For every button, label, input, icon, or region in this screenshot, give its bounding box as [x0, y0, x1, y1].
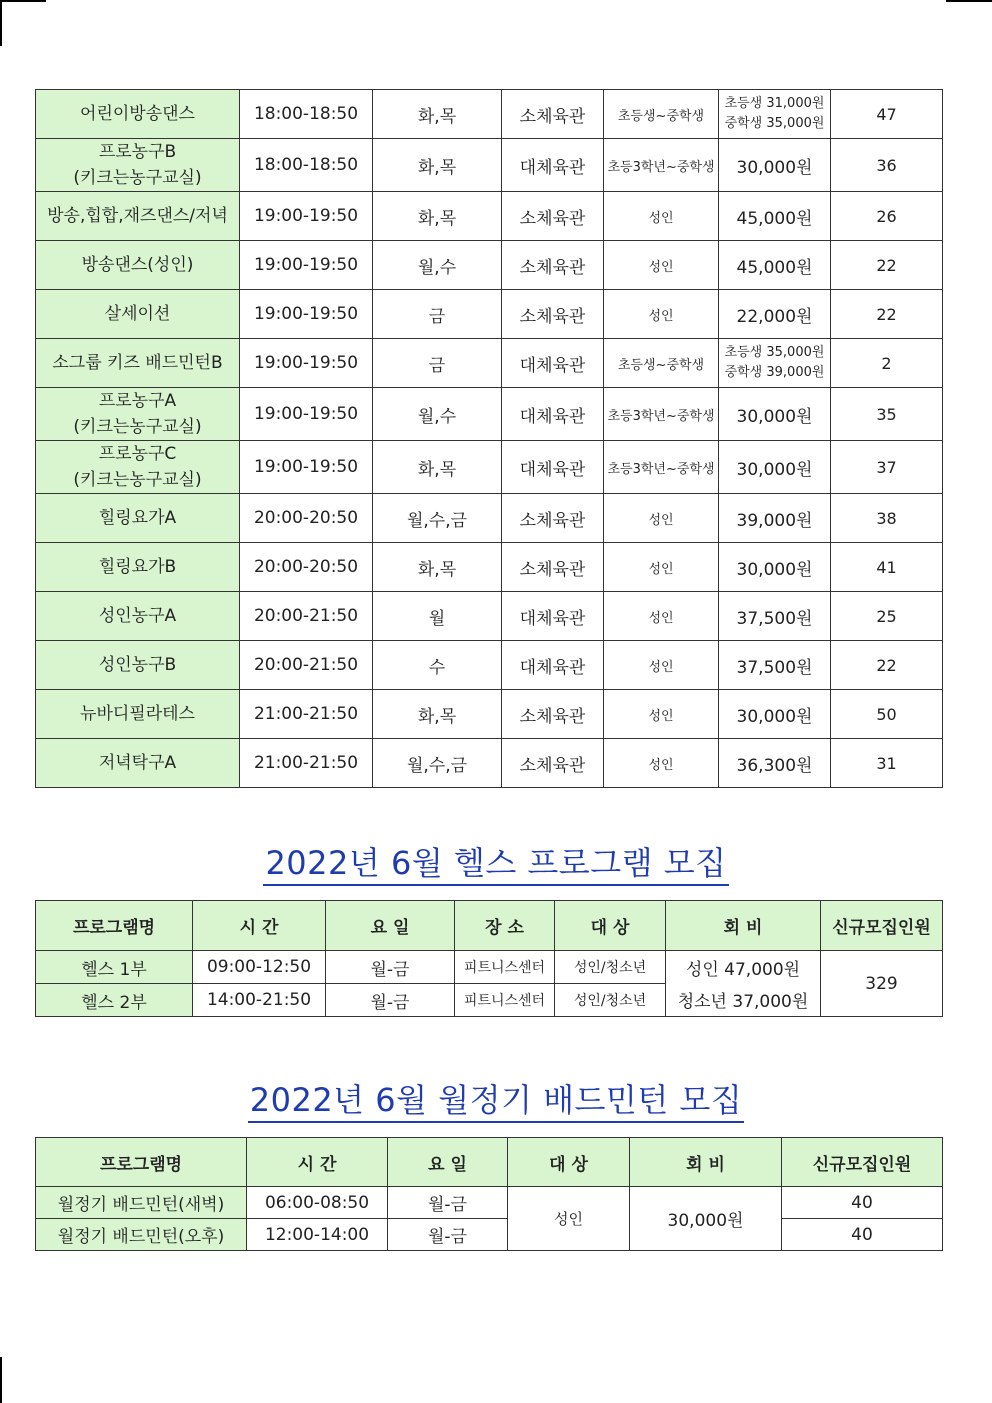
badminton-table — [35, 1137, 943, 1251]
health-header-time: 시 간 — [193, 901, 326, 951]
program-fee — [719, 494, 831, 543]
program-name — [36, 441, 240, 494]
program-fee — [719, 739, 831, 788]
program-days: 월,수 — [373, 388, 502, 441]
program-name-line: (키크는농구교실) — [73, 417, 202, 437]
health-days: 월-금 — [326, 984, 455, 1017]
program-time: 20:00-20:50 — [240, 543, 373, 592]
program-target: 성인 — [604, 690, 719, 739]
program-name — [36, 290, 240, 339]
program-days: 화,목 — [373, 690, 502, 739]
program-place: 소체육관 — [502, 543, 604, 592]
health-title — [0, 838, 992, 884]
program-name-line: 방송,힙합,재즈댄스/저녁 — [47, 206, 228, 226]
health-place: 피트니스센터 — [455, 984, 555, 1017]
program-target: 초등3학년~중학생 — [604, 139, 719, 192]
health-time: 14:00-21:50 — [193, 984, 326, 1017]
badminton-days: 월-금 — [388, 1219, 508, 1251]
program-name-line: 프로농구C — [98, 444, 177, 464]
program-count: 26 — [831, 192, 943, 241]
program-time: 19:00-19:50 — [240, 388, 373, 441]
badminton-header-count: 신규모집인원 — [782, 1138, 943, 1187]
program-place: 소체육관 — [502, 241, 604, 290]
health-header-count: 신규모집인원 — [821, 901, 943, 951]
program-count: 41 — [831, 543, 943, 592]
program-count: 35 — [831, 388, 943, 441]
table-row — [36, 388, 943, 441]
program-count: 37 — [831, 441, 943, 494]
program-place: 소체육관 — [502, 690, 604, 739]
program-time: 21:00-21:50 — [240, 739, 373, 788]
program-time: 20:00-20:50 — [240, 494, 373, 543]
health-days: 월-금 — [326, 951, 455, 984]
program-days: 수 — [373, 641, 502, 690]
program-name — [36, 90, 240, 139]
program-fee-line: 30,000원 — [736, 559, 813, 580]
program-count: 50 — [831, 690, 943, 739]
program-name-line: 성인농구B — [98, 655, 177, 675]
program-target: 성인 — [604, 641, 719, 690]
program-days: 화,목 — [373, 543, 502, 592]
badminton-time: 12:00-14:00 — [247, 1219, 388, 1251]
program-name-line: 어린이방송댄스 — [80, 104, 195, 124]
table-row — [36, 641, 943, 690]
program-name — [36, 241, 240, 290]
health-place: 피트니스센터 — [455, 951, 555, 984]
health-header-row — [36, 901, 943, 951]
badminton-header-row — [36, 1138, 943, 1187]
badminton-header-name: 프로그램명 — [36, 1138, 247, 1187]
program-place: 대체육관 — [502, 139, 604, 192]
program-place: 소체육관 — [502, 290, 604, 339]
program-name — [36, 388, 240, 441]
program-count: 25 — [831, 592, 943, 641]
program-days: 금 — [373, 290, 502, 339]
program-count: 31 — [831, 739, 943, 788]
program-time: 19:00-19:50 — [240, 339, 373, 388]
program-fee-line: 37,500원 — [736, 608, 813, 629]
badminton-header-days: 요 일 — [388, 1138, 508, 1187]
program-fee — [719, 139, 831, 192]
program-name — [36, 192, 240, 241]
program-fee — [719, 592, 831, 641]
program-target: 성인 — [604, 241, 719, 290]
health-count: 329 — [821, 951, 943, 1017]
program-time: 20:00-21:50 — [240, 592, 373, 641]
health-header-days: 요 일 — [326, 901, 455, 951]
badminton-title — [0, 1075, 992, 1121]
program-fee — [719, 690, 831, 739]
program-time: 21:00-21:50 — [240, 690, 373, 739]
program-days: 월,수,금 — [373, 739, 502, 788]
program-fee-line: 45,000원 — [736, 208, 813, 229]
program-name — [36, 494, 240, 543]
badminton-name: 월정기 배드민턴(오후) — [36, 1219, 247, 1251]
program-fee-line: 45,000원 — [736, 257, 813, 278]
program-target: 초등3학년~중학생 — [604, 388, 719, 441]
program-fee — [719, 290, 831, 339]
table-row — [36, 984, 943, 1017]
table-row — [36, 494, 943, 543]
program-count: 47 — [831, 90, 943, 139]
program-fee-line: 22,000원 — [736, 306, 813, 327]
program-name — [36, 641, 240, 690]
health-header-name: 프로그램명 — [36, 901, 193, 951]
program-name — [36, 592, 240, 641]
program-place: 대체육관 — [502, 339, 604, 388]
program-name-line: (키크는농구교실) — [73, 470, 202, 490]
program-fee-line: 39,000원 — [736, 510, 813, 531]
table-row — [36, 192, 943, 241]
program-name-line: 프로농구B — [98, 142, 177, 162]
table-row — [36, 1219, 943, 1251]
program-fee-line: 30,000원 — [736, 459, 813, 480]
program-days: 화,목 — [373, 139, 502, 192]
program-place: 대체육관 — [502, 592, 604, 641]
program-target: 성인 — [604, 739, 719, 788]
program-count: 36 — [831, 139, 943, 192]
program-fee — [719, 441, 831, 494]
program-name-line: 성인농구A — [98, 606, 177, 626]
program-target: 성인 — [604, 192, 719, 241]
program-time: 20:00-21:50 — [240, 641, 373, 690]
program-count: 22 — [831, 241, 943, 290]
crop-mark-top-right-h — [946, 0, 992, 2]
health-header-place: 장 소 — [455, 901, 555, 951]
badminton-name: 월정기 배드민턴(새벽) — [36, 1187, 247, 1219]
program-target: 초등3학년~중학생 — [604, 441, 719, 494]
program-days: 월,수,금 — [373, 494, 502, 543]
health-time: 09:00-12:50 — [193, 951, 326, 984]
program-days: 월,수 — [373, 241, 502, 290]
table-row — [36, 690, 943, 739]
program-fee-line: 36,300원 — [736, 755, 813, 776]
table-row — [36, 543, 943, 592]
badminton-header-time: 시 간 — [247, 1138, 388, 1187]
program-fee — [719, 192, 831, 241]
health-fee: 청소년 37,000원 — [666, 984, 821, 1017]
program-name-line: 살세이션 — [104, 304, 171, 324]
program-name — [36, 690, 240, 739]
table-row — [36, 290, 943, 339]
program-time: 19:00-19:50 — [240, 192, 373, 241]
program-time: 19:00-19:50 — [240, 241, 373, 290]
program-fee-line: 37,500원 — [736, 657, 813, 678]
program-fee — [719, 388, 831, 441]
program-time: 18:00-18:50 — [240, 90, 373, 139]
program-place: 대체육관 — [502, 388, 604, 441]
program-name-line: 소그룹 키즈 배드민턴B — [52, 353, 223, 373]
program-name-line: 힐링요가B — [98, 557, 177, 577]
program-fee-line: 초등생 31,000원 — [724, 96, 825, 111]
program-count: 2 — [831, 339, 943, 388]
program-days: 화,목 — [373, 90, 502, 139]
program-target: 성인 — [604, 592, 719, 641]
program-name-line: (키크는농구교실) — [73, 168, 202, 188]
program-target: 초등생~중학생 — [604, 339, 719, 388]
program-fee — [719, 241, 831, 290]
program-time: 19:00-19:50 — [240, 290, 373, 339]
program-table — [35, 89, 943, 788]
badminton-count: 40 — [782, 1187, 943, 1219]
program-fee-line: 중학생 35,000원 — [724, 116, 825, 131]
badminton-title-text: 2022년 6월 월정기 배드민턴 모집 — [248, 1081, 745, 1123]
crop-mark-top-left — [0, 0, 2, 46]
program-name — [36, 543, 240, 592]
table-row — [36, 241, 943, 290]
program-name-line: 저녁탁구A — [98, 753, 177, 773]
badminton-time: 06:00-08:50 — [247, 1187, 388, 1219]
program-days: 화,목 — [373, 192, 502, 241]
program-fee — [719, 90, 831, 139]
health-fee: 성인 47,000원 — [666, 951, 821, 984]
program-fee-line: 초등생 35,000원 — [724, 345, 825, 360]
health-name: 헬스 2부 — [36, 984, 193, 1017]
program-place: 소체육관 — [502, 739, 604, 788]
program-name-line: 힐링요가A — [98, 508, 177, 528]
program-name-line: 프로농구A — [98, 391, 177, 411]
program-fee — [719, 543, 831, 592]
table-row — [36, 139, 943, 192]
program-name — [36, 339, 240, 388]
program-target: 초등생~중학생 — [604, 90, 719, 139]
health-title-text: 2022년 6월 헬스 프로그램 모집 — [263, 844, 728, 886]
table-row — [36, 592, 943, 641]
health-target: 성인/청소년 — [555, 984, 666, 1017]
program-target: 성인 — [604, 290, 719, 339]
program-place: 대체육관 — [502, 641, 604, 690]
program-days: 월 — [373, 592, 502, 641]
table-row — [36, 90, 943, 139]
health-header-target: 대 상 — [555, 901, 666, 951]
table-row — [36, 339, 943, 388]
program-fee — [719, 641, 831, 690]
program-place: 대체육관 — [502, 441, 604, 494]
program-days: 금 — [373, 339, 502, 388]
program-fee-line: 30,000원 — [736, 406, 813, 427]
crop-mark-bottom-left — [0, 1357, 2, 1403]
program-fee-line: 중학생 39,000원 — [724, 365, 825, 380]
health-table — [35, 900, 943, 1017]
table-row — [36, 1187, 943, 1219]
program-time: 18:00-18:50 — [240, 139, 373, 192]
badminton-count: 40 — [782, 1219, 943, 1251]
crop-mark-top-left-h — [0, 0, 46, 2]
program-place: 소체육관 — [502, 494, 604, 543]
program-name-line: 방송댄스(성인) — [81, 255, 194, 275]
program-target: 성인 — [604, 494, 719, 543]
program-name-line: 뉴바디필라테스 — [80, 704, 195, 724]
table-row — [36, 951, 943, 984]
badminton-header-target: 대 상 — [508, 1138, 630, 1187]
table-row — [36, 739, 943, 788]
program-fee — [719, 339, 831, 388]
program-target: 성인 — [604, 543, 719, 592]
program-name — [36, 139, 240, 192]
program-name — [36, 739, 240, 788]
program-table-body — [36, 90, 943, 788]
program-count: 22 — [831, 641, 943, 690]
health-header-fee: 회 비 — [666, 901, 821, 951]
program-place: 소체육관 — [502, 90, 604, 139]
health-name: 헬스 1부 — [36, 951, 193, 984]
program-fee-line: 30,000원 — [736, 157, 813, 178]
program-place: 소체육관 — [502, 192, 604, 241]
badminton-days: 월-금 — [388, 1187, 508, 1219]
badminton-header-fee: 회 비 — [630, 1138, 782, 1187]
program-days: 화,목 — [373, 441, 502, 494]
table-row — [36, 441, 943, 494]
program-fee-line: 30,000원 — [736, 706, 813, 727]
program-count: 22 — [831, 290, 943, 339]
badminton-target: 성인 — [508, 1187, 630, 1251]
program-count: 38 — [831, 494, 943, 543]
health-target: 성인/청소년 — [555, 951, 666, 984]
badminton-fee: 30,000원 — [630, 1187, 782, 1251]
program-time: 19:00-19:50 — [240, 441, 373, 494]
